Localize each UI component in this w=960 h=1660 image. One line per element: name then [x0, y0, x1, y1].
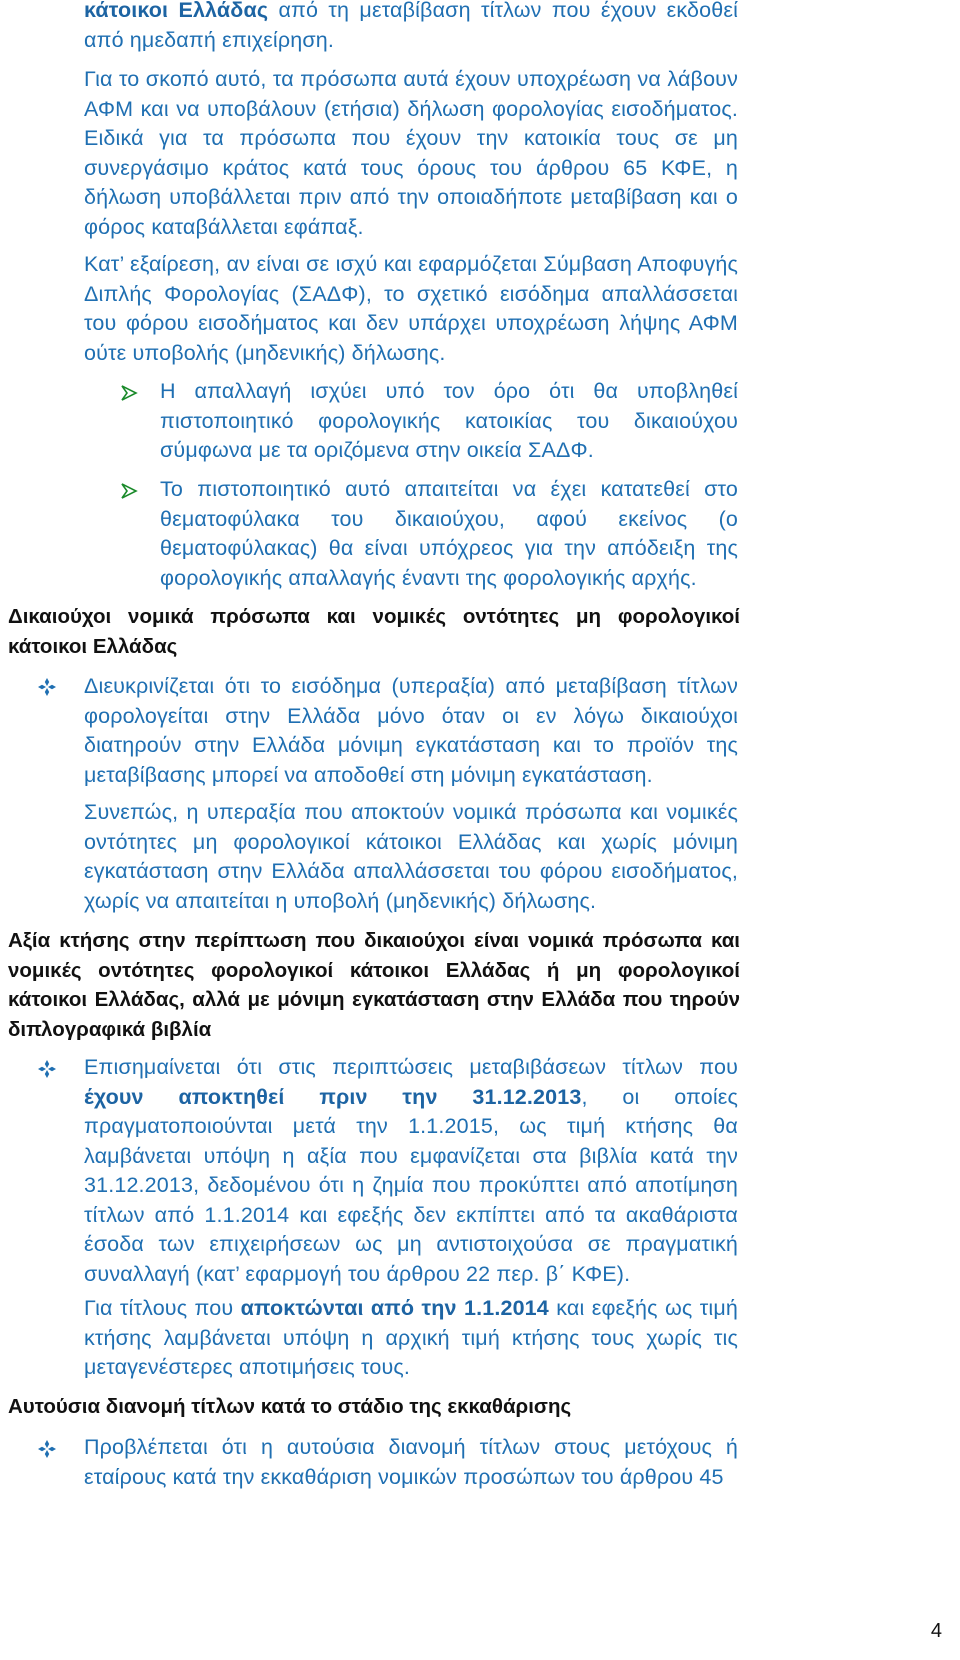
diamond-bullet-icon	[38, 678, 56, 696]
titles-acquired-text-2: και εφεξής ως τιμή κτήσης λαμβάνεται υπόψη η αρχική τιμή κτήσης τους χωρίς τις μεταγενέστερες αποτιμήσεις τους.	[84, 1296, 738, 1379]
bullet-in-kind: Προβλέπεται ότι η αυτούσια διανομή τίτλων στους μετόχους ή εταίρους κατά την εκκαθάριση νομικών προσώπων του άρθρου 45	[84, 1435, 738, 1489]
arrow-bullet-icon	[120, 482, 138, 500]
titles-acquired-bold: αποκτώνται από την 1.1.2014	[240, 1296, 549, 1320]
diamond-bullet-icon	[38, 1440, 56, 1458]
paragraph-consequently: Συνεπώς, η υπεραξία που αποκτούν νομικά πρόσωπα και νομικές οντότητες μη φορολογικοί κάτοικοι Ελλάδας και χωρίς μόνιμη εγκατάσταση στην Ελλάδα απαλλάσσεται του φόρου εισοδήματος, χωρίς να απαιτείται η υποβολή (μηδενικής) δήλωσης.	[84, 800, 738, 913]
diamond-bullet-icon	[38, 1060, 56, 1078]
arrow-bullet-icon	[120, 384, 138, 402]
arrow-bullet-1: Η απαλλαγή ισχύει υπό τον όρο ότι θα υποβληθεί πιστοποιητικό φορολογικής κατοικίας του δικαιούχου σύμφωνα με τα οριζόμενα στην οικεία ΣΑΔΦ.	[160, 379, 738, 462]
paragraph-afm: Για το σκοπό αυτό, τα πρόσωπα αυτά έχουν υποχρέωση να λάβουν ΑΦΜ και να υποβάλουν (ετήσια) δήλωση φορολογίας εισοδήματος. Ειδικά για τα πρόσωπα που έχουν την κατοικία τους σε μη συνεργάσιμο κράτος κατά τους όρους του άρθρου 65 ΚΦΕ, η δήλωση υποβάλλεται πριν από την οποιαδήποτε μεταβίβαση και ο φόρος καταβάλλεται εφάπαξ.	[84, 67, 738, 239]
arrow-bullet-2: Το πιστοποιητικό αυτό απαιτείται να έχει κατατεθεί στο θεματοφύλακα του δικαιούχου, αφού εκείνος (ο θεματοφύλακας) θα είναι υπόχρεος για την απόδειξη της φορολογικής απαλλαγής έναντι της φορολογικής αρχής.	[160, 477, 738, 590]
bullet-clarification: Διευκρινίζεται ότι το εισόδημα (υπεραξία) από μεταβίβαση τίτλων φορολογείται στην Ελλάδα μόνο όταν οι εν λόγω δικαιούχοι διατηρούν στην Ελλάδα μόνιμη εγκατάσταση και το προϊόν της μεταβίβασης μπορεί να αποδοθεί στη μόνιμη εγκατάσταση.	[84, 674, 738, 787]
page-number: 4	[930, 1620, 942, 1642]
heading-acquisition-value: Αξία κτήσης στην περίπτωση που δικαιούχοι είναι νομικά πρόσωπα και νομικές οντότητες φορολογικοί κάτοικοι Ελλάδας ή μη φορολογικοί κάτοικοι Ελλάδας, αλλά με μόνιμη εγκατάσταση στην Ελλάδα που τηρούν διπλογραφικά βιβλία	[8, 929, 740, 1041]
bullet-note	[84, 1053, 738, 1289]
top-paragraph	[84, 0, 738, 55]
heading-in-kind: Αυτούσια διανομή τίτλων κατά το στάδιο της εκκαθάρισης	[8, 1395, 572, 1418]
top-paragraph-bold: κάτοικοι Ελλάδας	[84, 0, 269, 22]
bullet-note-text-2: , οι οποίες πραγματοποιούνται μετά την 1.1.2015, ως τιμή κτήσης θα λαμβάνεται υπόψη η αξία που εμφανίζεται στα βιβλία κατά την 31.12.2013, δεδομένου ότι η ζημία που προκύπτει από αποτίμηση τίτλων από 1.1.2014 και εφεξής δεν εκπίπτει από τα ακαθάριστα έσοδα των επιχειρήσεων ως μη αντιστοιχούσα σε πραγματική συναλλαγή (κατ’ εφαρμογή του άρθρου 22 περ. β΄ ΚΦΕ).	[84, 1084, 738, 1286]
paragraph-titles-acquired	[84, 1294, 738, 1383]
top-paragraph-text: από τη μεταβίβαση τίτλων που έχουν εκδοθεί από ημεδαπή επιχείρηση.	[84, 0, 738, 52]
paragraph-exception: Κατ’ εξαίρεση, αν είναι σε ισχύ και εφαρμόζεται Σύμβαση Αποφυγής Διπλής Φορολογίας (ΣΑΔΦ), το σχετικό εισόδημα απαλλάσσεται του φόρου εισοδήματος και δεν υπάρχει υποχρέωση λήψης ΑΦΜ ούτε υποβολής (μηδενικής) δήλωσης.	[84, 252, 738, 365]
bullet-note-text-1: Επισημαίνεται ότι στις περιπτώσεις μεταβιβάσεων τίτλων που	[84, 1055, 738, 1079]
titles-acquired-text-1: Για τίτλους που	[84, 1296, 241, 1320]
heading-legal-entities: Δικαιούχοι νομικά πρόσωπα και νομικές οντότητες μη φορολογικοί κάτοικοι Ελλάδας	[8, 605, 740, 658]
bullet-note-bold: έχουν αποκτηθεί πριν την 31.12.2013	[84, 1084, 582, 1109]
